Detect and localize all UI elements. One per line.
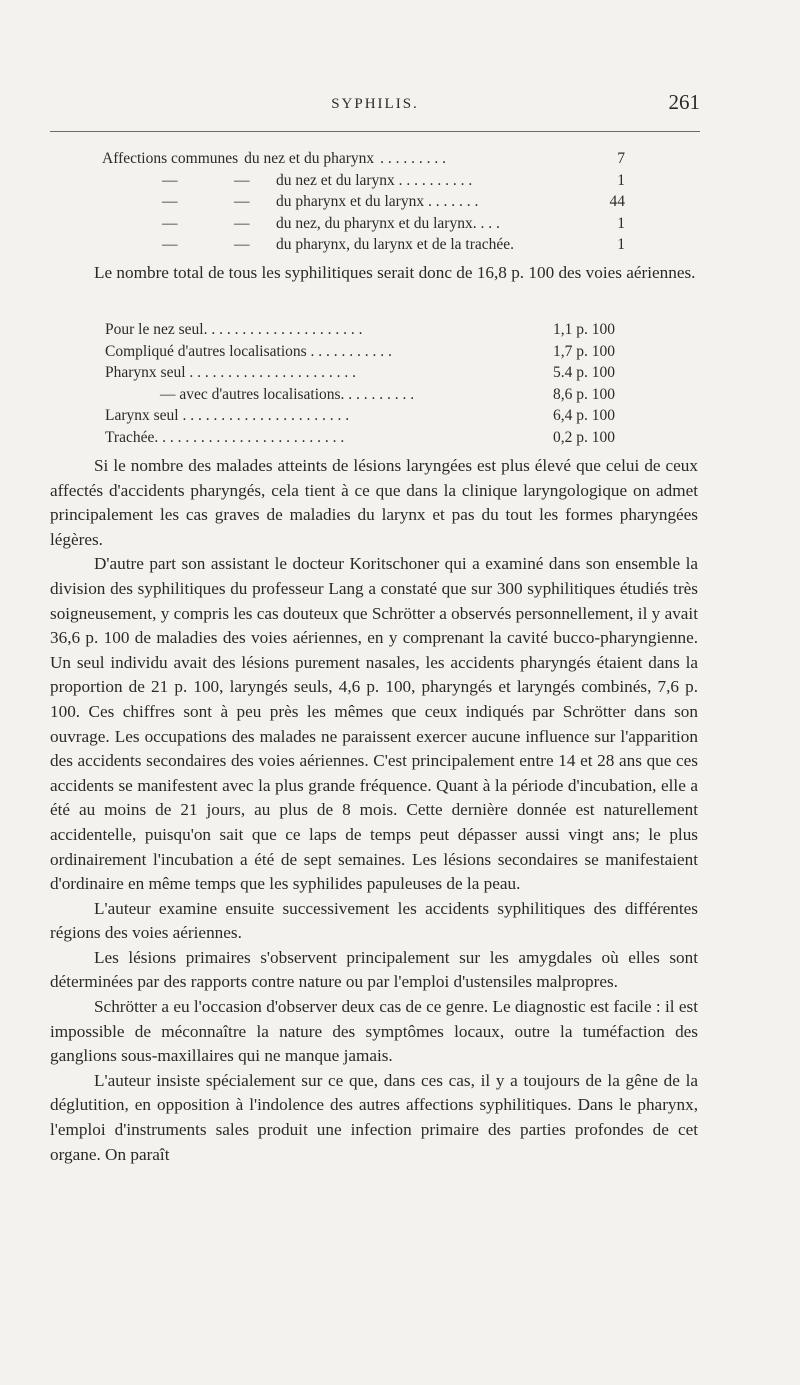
leader-dots: . . . . . . . . . — [380, 150, 447, 167]
paragraph: Si le nombre des malades atteints de lésions laryngées est plus élevé que celui de ceux affectés d'accidents pharyngés, cela tient à ce que dans la clinique laryngologique on admet principalement les cas graves de maladies du larynx et pas du tout les formes pharyngées légères. — [50, 456, 698, 549]
header-rule — [50, 131, 700, 132]
paragraph: Schrötter a eu l'occasion d'observer deux cas de ce genre. Le diagnostic est facile : il est impossible de méconnaître la nature des symptômes locaux, outre la tuméfaction des ganglions sous-maxillaires qui ne manque jamais. — [50, 997, 698, 1066]
paragraph: L'auteur insiste spécialement sur ce que, dans ces cas, il y a toujours de la gêne de la déglutition, en opposition à l'indolence des autres affections syphilitiques. Dans le pharynx, l'emploi d'instruments sales produit une infection primaire des parties profondes de cet organe. On paraît — [50, 1070, 698, 1164]
paragraph: Le nombre total de tous les syphilitiques serait donc de 16,8 p. 100 des voies aériennes. — [94, 263, 696, 282]
affections-region: du nez et du larynx . . . . . . . . . . — [276, 171, 473, 189]
list-item — [105, 319, 625, 341]
list-item — [105, 341, 625, 363]
affections-list — [50, 148, 625, 256]
stat-value: 0,2 p. 100 — [553, 428, 615, 446]
ditto-mark: — — [162, 214, 178, 232]
page-header — [50, 90, 700, 120]
ditto-mark: — — [234, 171, 250, 189]
stat-value: 6,4 p. 100 — [553, 407, 615, 425]
list-item — [105, 405, 625, 427]
page-number: 261 — [668, 90, 700, 114]
stat-label: Trachée. . . . . . . . . . . . . . . . . . . . . . . . . — [105, 428, 345, 446]
affections-region: du nez et du pharynx — [244, 150, 375, 167]
stat-value: 1,1 p. 100 — [553, 321, 615, 338]
ditto-mark: — — [162, 193, 178, 211]
list-item — [50, 213, 625, 235]
affections-count: 1 — [617, 236, 625, 254]
list-item — [50, 148, 625, 170]
list-item — [50, 234, 625, 256]
ditto-mark: — — [234, 193, 250, 211]
ditto-mark: — — [162, 171, 178, 189]
list-item — [105, 427, 625, 449]
stat-label: Larynx seul . . . . . . . . . . . . . . . . . . . . . . — [105, 407, 350, 425]
paragraph: Les lésions primaires s'observent principalement sur les amygdales où elles sont déterminées par des rapports contre nature ou par l'emploi d'ustensiles malpropres. — [50, 947, 698, 992]
stat-label: Pharynx seul . . . . . . . . . . . . . . . . . . . . . . — [105, 364, 357, 382]
ditto-mark: — — [162, 236, 178, 254]
stat-label: Compliqué d'autres localisations . . . . . . . . . . . — [105, 342, 392, 360]
body-text — [50, 454, 698, 1167]
affections-count: 1 — [617, 171, 625, 189]
stat-value: 8,6 p. 100 — [553, 385, 615, 403]
ditto-mark: — — [234, 236, 250, 254]
stat-label: Pour le nez seul. . . . . . . . . . . . . . . . . . . . . — [105, 321, 363, 338]
list-item — [105, 362, 625, 384]
affections-count: 1 — [617, 214, 625, 232]
list-item — [50, 170, 625, 192]
affections-count: 44 — [609, 193, 625, 211]
affections-region: du nez, du pharynx et du larynx. . . . — [276, 214, 500, 232]
affections-region: du pharynx et du larynx . . . . . . . — [276, 193, 479, 211]
paragraph: D'autre part son assistant le docteur Koritschoner qui a examiné dans son ensemble la division des syphilitiques du professeur Lang a constaté que sur 300 syphilitiques étudiés très soigneusement, y compris les cas douteux que Schrötter a observés personnellement, il y avait 36,6 p. 100 de maladies des voies aériennes, en y comprenant la cavité bucco-pharyngienne. Un seul individu avait des lésions purement nasales, les accidents pharyngés étaient dans la proportion de 21 p. 100, laryngés seuls, 4,6 p. 100, pharyngés et laryngés combinés, 7,6 p. 100. Ces chiffres sont à peu près les mêmes que ceux indiqués par Schrötter dans son ouvrage. Les occupations des malades ne paraissent exercer aucune influence sur l'apparition des accidents secondaires des voies aériennes. C'est principalement entre 14 et 28 ans que ces accidents se manifestent avec la plus grande fréquence. Quant à la période d'incubation, elle a été au moins de 21 jours, au plus de 8 mois. Cette dernière donnée est naturellement accidentelle, puisqu'on sait que ce laps de temps peut dépasser aussi vingt ans; le plus ordinairement l'incubation a été de sept semaines. Les lésions secondaires se manifestaient d'ordinaire en même temps que les syphilides papuleuses de la peau. — [50, 554, 698, 894]
list-item — [50, 191, 625, 213]
affections-count: 7 — [617, 150, 625, 167]
stat-label: — avec d'autres localisations. . . . . . . . . . — [160, 385, 415, 403]
intro-paragraph — [50, 261, 698, 286]
localisation-stats — [105, 319, 625, 449]
running-title: SYPHILIS. — [331, 96, 419, 112]
ditto-mark: — — [234, 214, 250, 232]
paragraph: L'auteur examine ensuite successivement les accidents syphilitiques des différentes régions des voies aériennes. — [50, 898, 698, 943]
affections-label: Affections communes — [102, 150, 239, 167]
list-item — [105, 384, 625, 406]
stat-value: 1,7 p. 100 — [553, 342, 615, 360]
stat-value: 5.4 p. 100 — [553, 364, 615, 382]
affections-region: du pharynx, du larynx et de la trachée. — [276, 236, 515, 254]
